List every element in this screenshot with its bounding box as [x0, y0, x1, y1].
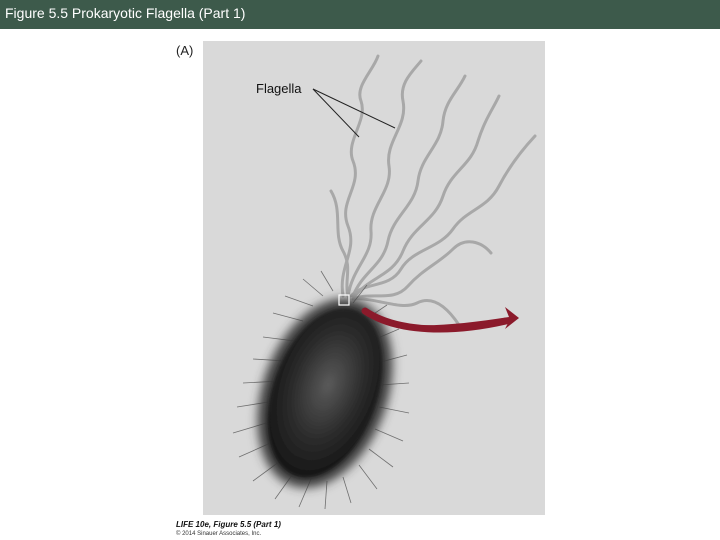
figure-caption: [176, 520, 281, 529]
caption-book: LIFE 10e: [176, 520, 209, 529]
bacterium-micrograph: [203, 41, 545, 515]
flagella-label: Flagella: [256, 81, 302, 96]
title-bar: [0, 0, 720, 29]
caption-figure-ref: , Figure 5.5 (Part 1): [208, 520, 281, 529]
copyright-line: © 2014 Sinauer Associates, Inc.: [176, 531, 262, 537]
panel-label: (A): [176, 43, 194, 58]
slide-title: Figure 5.5 Prokaryotic Flagella (Part 1): [5, 5, 246, 21]
micrograph-background: [203, 41, 545, 515]
